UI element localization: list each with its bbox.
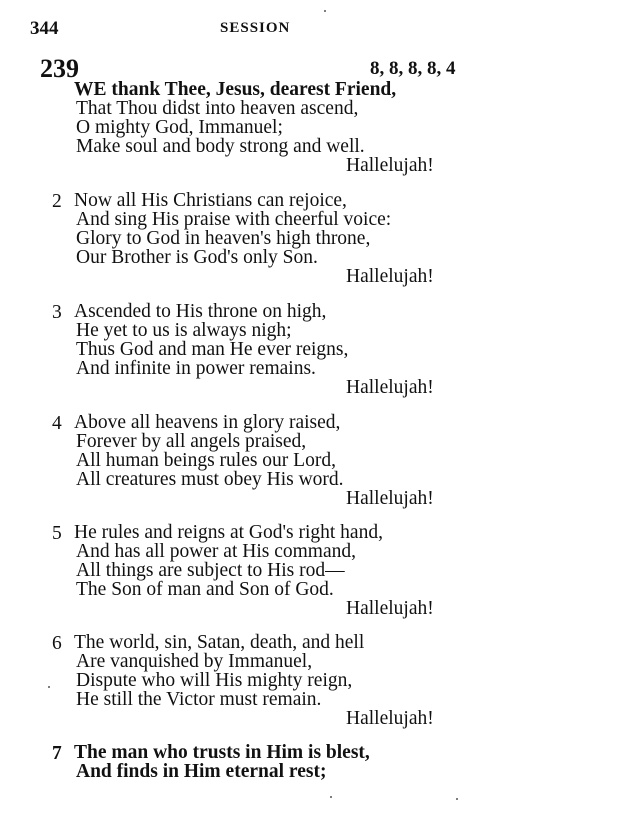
stanza-number: 7 xyxy=(52,743,62,764)
stanza-number: 3 xyxy=(52,302,62,323)
hymn-number: 239 xyxy=(40,54,79,83)
stanza-line: And finds in Him eternal rest; xyxy=(76,761,327,782)
page-header xyxy=(28,18,468,42)
refrain-hallelujah: Hallelujah! xyxy=(346,377,434,398)
stanza-line: WE thank Thee, Jesus, dearest Friend, xyxy=(74,79,397,100)
scan-speck xyxy=(330,796,332,798)
stanza-number: 4 xyxy=(52,413,62,434)
stanza-line: That Thou didst into heaven ascend, xyxy=(76,98,359,119)
refrain-hallelujah: Hallelujah! xyxy=(346,266,434,287)
stanza-line: He still the Victor must remain. xyxy=(76,689,322,710)
stanza-line: Our Brother is God's only Son. xyxy=(76,247,318,268)
running-head: SESSION xyxy=(220,20,291,36)
refrain-hallelujah: Hallelujah! xyxy=(346,598,434,619)
page-number: 344 xyxy=(30,18,59,39)
stanza-line: Now all His Christians can rejoice, xyxy=(74,190,347,211)
stanza-line: He yet to us is always nigh; xyxy=(76,320,292,341)
stanza-line: Above all heavens in glory raised, xyxy=(74,412,341,433)
scan-speck xyxy=(456,798,458,800)
stanza-line: Make soul and body strong and well. xyxy=(76,136,365,157)
refrain-hallelujah: Hallelujah! xyxy=(346,155,434,176)
stanza-line: All human beings rules our Lord, xyxy=(76,450,336,471)
stanza-line: All creatures must obey His word. xyxy=(76,469,344,490)
hymn-meter: 8, 8, 8, 8, 4 xyxy=(370,58,456,79)
stanza-line: The man who trusts in Him is blest, xyxy=(74,742,370,763)
scan-speck xyxy=(324,10,326,12)
stanza-line: Dispute who will His mighty reign, xyxy=(76,670,353,691)
scan-speck xyxy=(48,686,50,688)
stanza-line: O mighty God, Immanuel; xyxy=(76,117,283,138)
stanza-line: Thus God and man He ever reigns, xyxy=(76,339,349,360)
stanza-line: And sing His praise with cheerful voice: xyxy=(76,209,392,230)
stanza-line: Ascended to His throne on high, xyxy=(74,301,327,322)
stanza-line: The Son of man and Son of God. xyxy=(76,579,334,600)
stanza-number: 2 xyxy=(52,191,62,212)
refrain-hallelujah: Hallelujah! xyxy=(346,708,434,729)
stanza-line: All things are subject to His rod— xyxy=(76,560,345,581)
stanza-line: And has all power at His command, xyxy=(76,541,356,562)
stanza-line: Glory to God in heaven's high throne, xyxy=(76,228,371,249)
stanza-line: Forever by all angels praised, xyxy=(76,431,307,452)
stanza-line: The world, sin, Satan, death, and hell xyxy=(74,632,365,653)
stanza-number: 5 xyxy=(52,523,62,544)
stanza-number: 6 xyxy=(52,633,62,654)
stanza-line: And infinite in power remains. xyxy=(76,358,316,379)
stanza-line: Are vanquished by Immanuel, xyxy=(76,651,313,672)
refrain-hallelujah: Hallelujah! xyxy=(346,488,434,509)
stanza-line: He rules and reigns at God's right hand, xyxy=(74,522,383,543)
